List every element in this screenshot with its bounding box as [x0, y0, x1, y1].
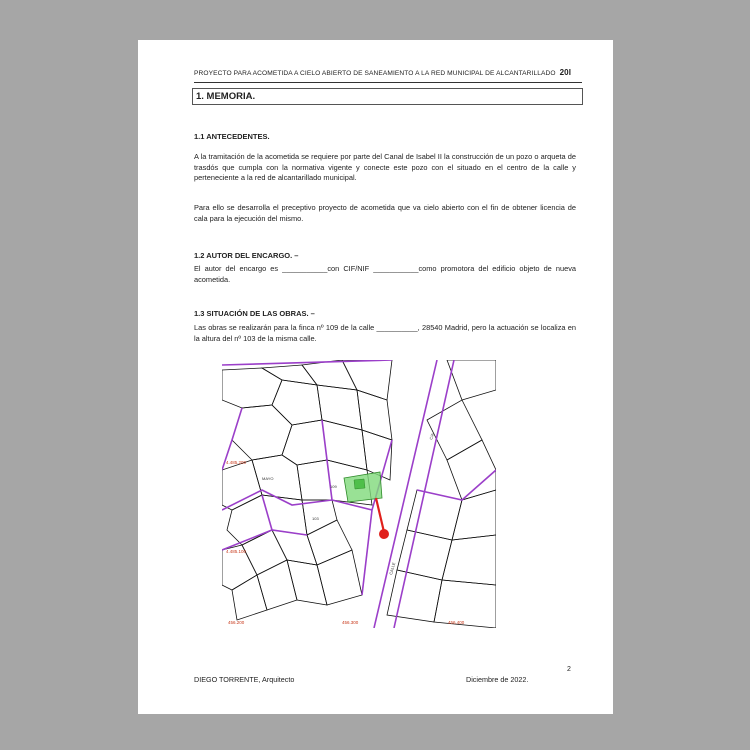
svg-text:MAYO: MAYO — [262, 476, 274, 481]
location-marker — [376, 498, 389, 539]
autor-heading: 1.2 AUTOR DEL ENCARGO. – — [194, 251, 299, 260]
svg-text:C/A: C/A — [428, 432, 436, 441]
page-header — [194, 68, 582, 83]
map-drawing — [222, 360, 496, 628]
page-number: 2 — [567, 666, 571, 673]
svg-text:103: 103 — [312, 516, 319, 521]
coord-label-x2: 456.300 — [342, 620, 359, 625]
highlighted-plot — [344, 472, 382, 502]
antecedentes-paragraph-2: Para ello se desarrolla el preceptivo proyecto de acometida que va cielo abierto con el fin de obtener licencia de cala para la ejecución del mismo. — [194, 203, 576, 223]
svg-text:CALLE: CALLE — [388, 561, 397, 576]
footer-date: Diciembre de 2022. — [466, 675, 529, 684]
autor-paragraph: El autor del encargo es ___________con CIF/NIF ___________como promotora del edificio objeto de nueva acometida. — [194, 264, 576, 284]
section-title: 1. MEMORIA. — [192, 88, 583, 105]
coord-label-x1: 456.400 — [448, 620, 465, 625]
header-year: 20I — [559, 68, 572, 77]
coord-label-x3: 456.200 — [228, 620, 245, 625]
cadastral-map — [222, 360, 496, 628]
situacion-heading: 1.3 SITUACIÓN DE LAS OBRAS. – — [194, 309, 315, 318]
footer-author: DIEGO TORRENTE, Arquitecto — [194, 675, 295, 684]
antecedentes-heading: 1.1 ANTECEDENTES. — [194, 132, 270, 141]
situacion-paragraph: Las obras se realizarán para la finca nº 109 de la calle __________, 28540 Madrid, pero la actuación se localiza en la altura del nº 103 de la misma calle. — [194, 323, 576, 343]
svg-text:109: 109 — [330, 484, 337, 489]
antecedentes-paragraph-1: A la tramitación de la acometida se requiere por parte del Canal de Isabel II la construcción de un pozo o arqueta de trasdós que cumpla con la normativa vigente y conecte este pozo con el situado en el centro de la calle y perteneciente a la red de alcantarillado municipal. — [194, 152, 576, 183]
coord-label-y1: 4.485.200 — [226, 460, 247, 465]
document-page — [138, 40, 613, 714]
header-title: PROYECTO PARA ACOMETIDA A CIELO ABIERTO DE SANEAMIENTO A LA RED MUNICIPAL DE ALCANTARILLADO — [194, 70, 556, 77]
coord-label-y2: 4.485.100 — [226, 549, 247, 554]
